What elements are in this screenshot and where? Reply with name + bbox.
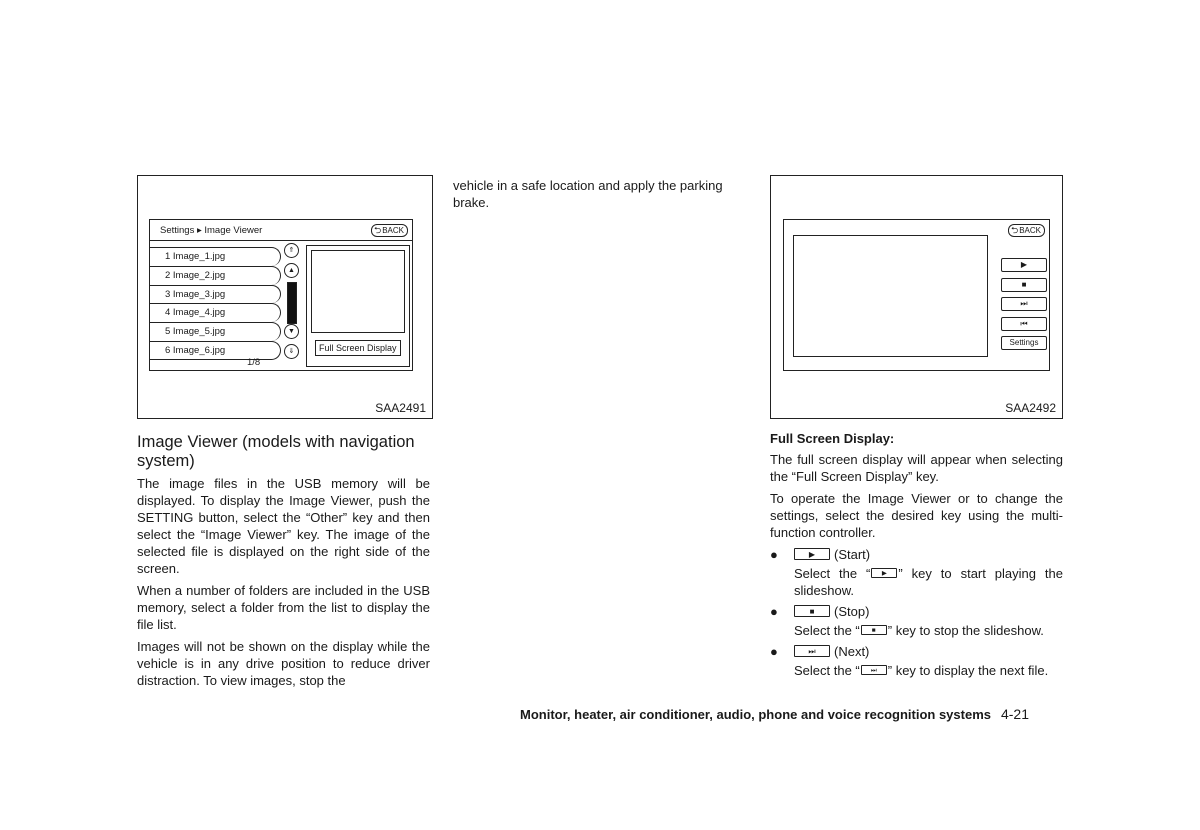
stop-button[interactable]: ■ <box>1001 278 1047 292</box>
bullet-label: (Next) <box>834 644 870 659</box>
back-button[interactable] <box>371 224 408 237</box>
paragraph: Images will not be shown on the display while the vehicle is in any drive position to reduce driver distraction. To view images, stop the <box>137 639 430 688</box>
paragraph: vehicle in a safe location and apply the parking brake. <box>453 178 723 210</box>
figure-code: SAA2492 <box>1005 401 1056 415</box>
file-item[interactable]: 1 Image_1.jpg <box>150 247 281 266</box>
full-screen-display-button[interactable]: Full Screen Display <box>315 340 401 356</box>
back-arrow-icon: ⮌ <box>1010 225 1019 235</box>
scroll-thumb[interactable] <box>288 283 296 323</box>
file-list <box>150 247 281 360</box>
left-column <box>137 433 430 694</box>
subsection-heading: Full Screen Display: <box>770 431 895 446</box>
settings-button[interactable]: Settings <box>1001 336 1047 350</box>
header-divider <box>150 240 412 241</box>
back-label: BACK <box>1019 226 1041 235</box>
play-key-icon: ▶ <box>794 548 830 560</box>
next-key-icon: ⏭ <box>861 665 887 675</box>
bullet-description: Select the “ ▶ ” key to start playing the slideshow. <box>794 566 1063 598</box>
breadcrumb: Settings ▸ Image Viewer <box>160 225 263 236</box>
paragraph: To operate the Image Viewer or to change the settings, select the desired key using the multi-function controller. <box>770 491 1063 540</box>
next-button[interactable]: ⏭ <box>1001 297 1047 311</box>
bullet-start <box>770 546 1063 563</box>
file-item[interactable]: 3 Image_3.jpg <box>150 285 281 304</box>
figure-full-screen-display <box>770 175 1063 419</box>
page-footer <box>520 706 1029 722</box>
bullet-description: Select the “ ■ ” key to stop the slideshow. <box>794 623 1044 638</box>
middle-column <box>453 177 746 216</box>
bullet-label: (Start) <box>834 547 871 562</box>
bullet-dot-icon: ● <box>770 604 778 619</box>
bullet-next <box>770 643 1063 660</box>
page-indicator: 1/8 <box>247 357 261 368</box>
file-item[interactable]: 5 Image_5.jpg <box>150 322 281 341</box>
page-down-icon[interactable]: ⇓ <box>284 344 299 359</box>
bullet-stop <box>770 603 1063 620</box>
image-viewer-screen <box>149 219 413 371</box>
file-item[interactable]: 4 Image_4.jpg <box>150 303 281 322</box>
page-up-icon[interactable]: ⇑ <box>284 243 299 258</box>
next-key-icon: ⏭ <box>794 645 830 657</box>
start-button[interactable]: ▶ <box>1001 258 1047 272</box>
figure-code: SAA2491 <box>375 401 426 415</box>
full-screen-image <box>793 235 988 357</box>
file-item[interactable]: 2 Image_2.jpg <box>150 266 281 285</box>
page-number: 4-21 <box>1000 706 1030 722</box>
paragraph: The full screen display will appear when selecting the “Full Screen Display” key. <box>770 452 1063 484</box>
section-heading: Image Viewer (models with navigation system) <box>137 433 415 470</box>
back-arrow-icon: ⮌ <box>373 225 382 235</box>
preview-panel <box>306 245 410 367</box>
full-screen-display-screen <box>783 219 1050 371</box>
figure-image-viewer <box>137 175 433 419</box>
scroll-down-icon[interactable]: ▼ <box>284 324 299 339</box>
back-button[interactable] <box>1008 224 1045 237</box>
stop-key-icon: ■ <box>861 625 887 635</box>
preview-image <box>311 250 405 333</box>
paragraph: The image files in the USB memory will be displayed. To display the Image Viewer, push the SETTING button, select the “Other” key and then select the “Image Viewer” key. The image of the selected file is displayed on the right side of the screen. <box>137 476 430 576</box>
bullet-label: (Stop) <box>834 604 870 619</box>
footer-section-title: Monitor, heater, air conditioner, audio, phone and voice recognition systems <box>520 707 991 722</box>
play-key-icon: ▶ <box>871 568 897 578</box>
previous-button[interactable]: ⏮ <box>1001 317 1047 331</box>
bullet-dot-icon: ● <box>770 644 778 659</box>
stop-key-icon: ■ <box>794 605 830 617</box>
paragraph: When a number of folders are included in the USB memory, select a folder from the list to display the file list. <box>137 583 430 632</box>
scroll-up-icon[interactable]: ▲ <box>284 263 299 278</box>
bullet-description: Select the “ ⏭ ” key to display the next file. <box>794 663 1049 678</box>
bullet-dot-icon: ● <box>770 547 778 562</box>
right-column <box>770 430 1063 683</box>
back-label: BACK <box>382 226 404 235</box>
file-item[interactable]: 6 Image_6.jpg <box>150 341 281 360</box>
